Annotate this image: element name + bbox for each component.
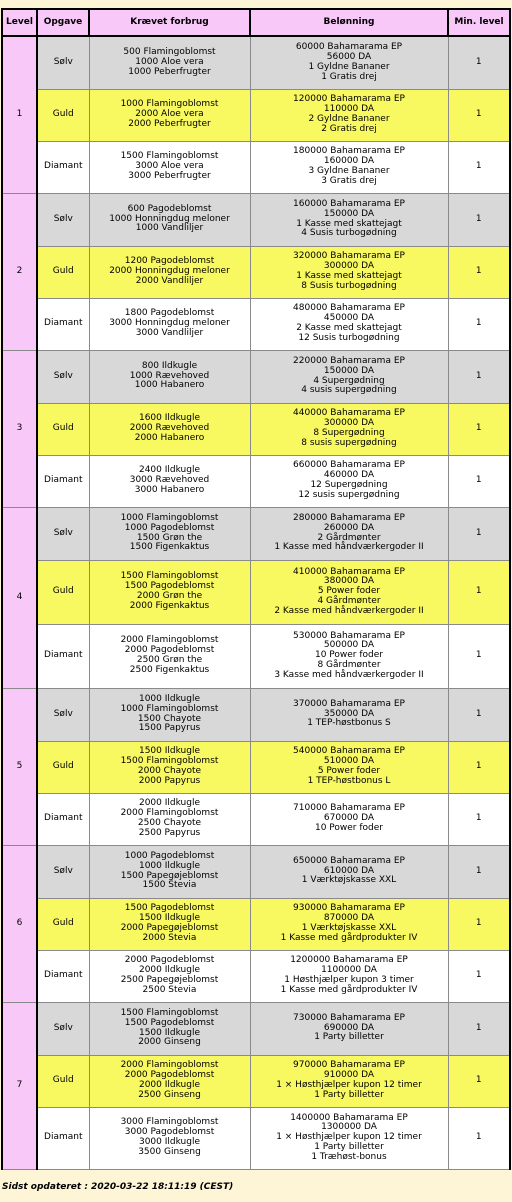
task-cell: Diamant — [37, 793, 89, 845]
required-item: 2000 Peberfrugter — [128, 118, 211, 129]
reward-item: 2 Gratis drej — [321, 123, 377, 134]
required-item: 1000 Habanero — [134, 380, 205, 391]
reward-item: 4 Susis turbogødning — [301, 228, 397, 239]
required-cell — [89, 246, 250, 298]
reward-item: 8 Susis turbogødning — [301, 280, 397, 291]
task-cell: Diamant — [37, 624, 89, 688]
required-cell — [89, 507, 250, 560]
reward-item: 530000 Bahamarama EP — [293, 630, 405, 641]
required-item: 1500 Flamingoblomst — [120, 1007, 219, 1018]
reward-item: 56000 DA — [326, 51, 372, 62]
reward-item: 160000 Bahamarama EP — [293, 198, 405, 209]
reward-item: 650000 Bahamarama EP — [293, 855, 405, 866]
required-item: 2000 Grøn the — [136, 591, 203, 601]
reward-cell — [250, 793, 448, 845]
reward-cell — [250, 1002, 448, 1055]
reward-item: 8 susis supergødning — [301, 437, 397, 448]
table-row — [2, 403, 510, 455]
table-row — [2, 455, 510, 507]
reward-item: 1200000 Bahamarama EP — [290, 955, 408, 966]
reward-item: 1 Træhøst-bonus — [311, 1151, 387, 1162]
required-cell — [89, 741, 250, 793]
header-required: Krævet forbrug — [89, 9, 250, 36]
level-cell: 6 — [2, 845, 37, 1002]
required-item: 3000 Vandliljer — [135, 327, 204, 338]
required-item: 1000 Flamingoblomst — [120, 99, 219, 110]
reward-item: 1 Gyldne Bananer — [308, 61, 390, 72]
min-level-cell: 1 — [448, 455, 510, 507]
required-cell — [89, 141, 250, 193]
required-item: 2500 Figenkaktus — [129, 664, 210, 675]
reward-item: 1400000 Bahamarama EP — [290, 1112, 408, 1123]
task-cell: Sølv — [37, 507, 89, 560]
reward-cell — [250, 403, 448, 455]
reward-item: 730000 Bahamarama EP — [293, 1012, 405, 1023]
reward-item: 300000 DA — [323, 261, 375, 272]
required-item: 3500 Ginseng — [138, 1146, 201, 1157]
reward-item: 1 TEP-høstbonus L — [307, 775, 391, 786]
min-level-cell: 1 — [448, 193, 510, 246]
required-cell — [89, 298, 250, 350]
required-cell — [89, 793, 250, 845]
required-cell — [89, 193, 250, 246]
required-item: 2000 Chayote — [137, 766, 202, 776]
required-item: 1500 Papyrus — [138, 723, 201, 734]
required-item: 1000 Pagodeblomst — [124, 850, 215, 861]
task-cell: Sølv — [37, 36, 89, 89]
reward-item: 370000 Bahamarama EP — [293, 698, 405, 709]
task-cell: Guld — [37, 898, 89, 950]
table-body — [2, 36, 510, 1169]
task-cell: Diamant — [37, 455, 89, 507]
min-level-cell: 1 — [448, 624, 510, 688]
reward-item: 1 Party billetter — [314, 1032, 384, 1043]
min-level-cell: 1 — [448, 403, 510, 455]
required-item: 1500 Ildkugle — [138, 746, 201, 757]
reward-item: 60000 Bahamarama EP — [295, 42, 403, 53]
reward-item: 2 Kasse med håndværkergoder II — [274, 605, 424, 616]
task-cell: Sølv — [37, 845, 89, 898]
reward-cell — [250, 688, 448, 741]
required-item: 2000 Pagodeblomst — [124, 645, 215, 656]
required-item: 1000 Flamingoblomst — [120, 703, 219, 714]
reward-cell — [250, 36, 448, 89]
required-item: 600 Pagodeblomst — [127, 203, 212, 214]
reward-item: 3 Gyldne Bananer — [308, 166, 390, 176]
reward-item: 8 Gårdmønter — [317, 659, 381, 670]
required-item: 1500 Grøn the — [136, 532, 203, 543]
required-cell — [89, 898, 250, 950]
required-item: 1500 Papegøjeblomst — [120, 870, 219, 881]
reward-item: 690000 DA — [323, 1022, 375, 1033]
reward-item: 220000 Bahamarama EP — [293, 355, 405, 366]
table-row — [2, 89, 510, 141]
reward-item: 12 susis supergødning — [298, 489, 400, 500]
task-cell: Diamant — [37, 1107, 89, 1169]
required-item: 500 Flamingoblomst — [123, 47, 216, 58]
reward-cell — [250, 898, 448, 950]
required-item: 1000 Ildkugle — [138, 860, 201, 871]
reward-cell — [250, 141, 448, 193]
required-item: 1000 Pagodeblomst — [124, 522, 215, 533]
required-item: 3000 Flamingoblomst — [120, 1117, 219, 1128]
required-item: 2500 Papegøjeblomst — [120, 975, 219, 985]
required-item: 2000 Rævehoved — [129, 423, 210, 434]
min-level-cell: 1 — [448, 507, 510, 560]
reward-item: 350000 DA — [323, 708, 375, 719]
min-level-cell: 1 — [448, 141, 510, 193]
reward-item: 150000 DA — [323, 365, 375, 376]
reward-item: 1 Kasse med gårdprodukter IV — [280, 984, 418, 995]
min-level-cell: 1 — [448, 89, 510, 141]
level-cell: 2 — [2, 193, 37, 350]
required-item: 2000 Pagodeblomst — [124, 1070, 215, 1081]
reward-item: 10 Power foder — [314, 650, 383, 661]
task-cell: Guld — [37, 1055, 89, 1107]
required-item: 2000 Ildkugle — [138, 965, 201, 976]
reward-item: 4 Supergødning — [313, 375, 385, 386]
table-row — [2, 246, 510, 298]
reward-item: 500000 DA — [323, 640, 375, 651]
task-cell: Guld — [37, 741, 89, 793]
reward-item: 10 Power foder — [314, 822, 383, 833]
min-level-cell: 1 — [448, 950, 510, 1002]
required-item: 1500 Pagodeblomst — [124, 1017, 215, 1028]
task-cell: Diamant — [37, 298, 89, 350]
required-item: 1500 Pagodeblomst — [124, 581, 215, 592]
required-item: 1800 Pagodeblomst — [124, 308, 215, 319]
reward-item: 110000 DA — [323, 104, 375, 115]
required-item: 1500 Flamingoblomst — [120, 571, 219, 582]
reward-cell — [250, 246, 448, 298]
reward-item: 320000 Bahamarama EP — [293, 251, 405, 262]
table-row — [2, 560, 510, 624]
required-item: 2500 Chayote — [137, 818, 202, 828]
reward-cell — [250, 350, 448, 403]
reward-item: 930000 Bahamarama EP — [293, 903, 405, 914]
required-item: 1200 Pagodeblomst — [124, 256, 215, 267]
reward-item: 260000 DA — [323, 522, 375, 533]
required-item: 1000 Flamingoblomst — [120, 512, 219, 523]
table-row — [2, 688, 510, 741]
min-level-cell: 1 — [448, 741, 510, 793]
table-row — [2, 1002, 510, 1055]
reward-item: 150000 DA — [323, 208, 375, 219]
reward-cell — [250, 507, 448, 560]
reward-item: 670000 DA — [323, 813, 375, 824]
reward-item: 510000 DA — [323, 756, 375, 767]
required-item: 3000 Peberfrugter — [128, 170, 211, 181]
required-cell — [89, 1055, 250, 1107]
task-cell: Guld — [37, 89, 89, 141]
required-item: 3000 Habanero — [134, 484, 205, 495]
reward-item: 2 Gyldne Bananer — [308, 114, 390, 124]
required-item: 1000 Rævehoved — [129, 370, 210, 381]
min-level-cell: 1 — [448, 793, 510, 845]
required-cell — [89, 350, 250, 403]
task-cell: Sølv — [37, 350, 89, 403]
required-item: 3000 Pagodeblomst — [124, 1127, 215, 1138]
task-cell: Diamant — [37, 950, 89, 1002]
required-item: 2000 Flamingoblomst — [120, 808, 219, 819]
reward-item: 610000 DA — [323, 865, 375, 876]
required-item: 2000 Pagodeblomst — [124, 955, 215, 966]
reward-item: 710000 Bahamarama EP — [293, 803, 405, 814]
reward-cell — [250, 950, 448, 1002]
min-level-cell: 1 — [448, 1002, 510, 1055]
min-level-cell: 1 — [448, 560, 510, 624]
required-item: 1000 Vandliljer — [135, 223, 204, 234]
task-cell: Guld — [37, 403, 89, 455]
reward-item: 3 Gratis drej — [321, 175, 377, 186]
table-row — [2, 507, 510, 560]
required-item: 2000 Aloe vera — [135, 109, 204, 120]
task-cell: Guld — [37, 560, 89, 624]
required-item: 1500 Pagodeblomst — [124, 903, 215, 914]
required-item: 1000 Peberfrugter — [128, 66, 211, 77]
required-item: 3000 Rævehoved — [129, 475, 210, 486]
required-cell — [89, 403, 250, 455]
table-row — [2, 741, 510, 793]
reward-item: 450000 DA — [323, 313, 375, 324]
reward-cell — [250, 845, 448, 898]
required-item: 3000 Ildkugle — [138, 1137, 201, 1147]
required-item: 1500 Flamingoblomst — [120, 151, 219, 162]
required-item: 2000 Papyrus — [138, 775, 201, 786]
reward-item: 540000 Bahamarama EP — [293, 746, 405, 757]
required-cell — [89, 845, 250, 898]
reward-item: 1100000 DA — [321, 965, 377, 976]
reward-item: 1300000 DA — [321, 1122, 377, 1133]
min-level-cell: 1 — [448, 845, 510, 898]
reward-item: 1 Kasse med skattejagt — [296, 271, 402, 281]
reward-item: 2 Kasse med skattejagt — [296, 323, 402, 333]
reward-item: 12 Supergødning — [310, 480, 388, 490]
reward-item: 2 Gårdmønter — [317, 532, 381, 543]
reward-cell — [250, 1107, 448, 1169]
table-row — [2, 1055, 510, 1107]
reward-cell — [250, 741, 448, 793]
last-updated-text: Sidst opdateret : 2020-03-22 18:11:19 (CEST) — [2, 1182, 234, 1192]
reward-item: 1 Kasse med skattejagt — [296, 218, 402, 229]
required-item: 2000 Stevia — [142, 932, 197, 943]
table-row — [2, 950, 510, 1002]
required-item: 2500 Grøn the — [136, 655, 203, 665]
required-item: 2000 Ildkugle — [138, 798, 201, 809]
required-item: 3000 Honningdug meloner — [109, 318, 230, 329]
required-item: 1000 Aloe vera — [135, 56, 204, 67]
reward-item: 1 × Høsthjælper kupon 12 timer — [276, 1132, 422, 1143]
reward-item: 480000 Bahamarama EP — [293, 303, 405, 314]
table-row — [2, 350, 510, 403]
reward-item: 5 Power foder — [317, 766, 381, 776]
reward-item: 870000 DA — [323, 913, 375, 924]
min-level-cell: 1 — [448, 298, 510, 350]
required-item: 2000 Ildkugle — [138, 1080, 201, 1090]
header-row — [2, 9, 510, 36]
table-row — [2, 898, 510, 950]
reward-item: 1 Værktøjskasse XXL — [301, 875, 397, 886]
required-item: 2000 Papegøjeblomst — [120, 923, 219, 933]
header-min-level: Min. level — [448, 9, 510, 36]
reward-item: 970000 Bahamarama EP — [293, 1060, 405, 1071]
table-row — [2, 193, 510, 246]
reward-item: 1 Høsthjælper kupon 3 timer — [284, 975, 414, 985]
reward-item: 660000 Bahamarama EP — [293, 460, 405, 471]
required-item: 1000 Honningdug meloner — [109, 213, 230, 224]
reward-item: 1 TEP-høstbonus S — [307, 718, 391, 729]
required-item: 2000 Flamingoblomst — [120, 635, 219, 646]
reward-cell — [250, 1055, 448, 1107]
level-cell: 4 — [2, 507, 37, 688]
min-level-cell: 1 — [448, 350, 510, 403]
min-level-cell: 1 — [448, 246, 510, 298]
reward-item: 380000 DA — [323, 576, 375, 587]
task-cell: Guld — [37, 246, 89, 298]
required-item: 1500 Figenkaktus — [129, 542, 210, 553]
required-item: 2400 Ildkugle — [138, 465, 201, 476]
reward-item: 1 × Høsthjælper kupon 12 timer — [276, 1080, 422, 1090]
table-row — [2, 624, 510, 688]
task-cell: Sølv — [37, 193, 89, 246]
required-cell — [89, 688, 250, 741]
required-item: 1600 Ildkugle — [138, 413, 201, 424]
table-row — [2, 141, 510, 193]
required-item: 1500 Flamingoblomst — [120, 756, 219, 767]
reward-item: 410000 Bahamarama EP — [293, 566, 405, 577]
level-cell: 3 — [2, 350, 37, 507]
required-item: 1500 Ildkugle — [138, 1027, 201, 1038]
header-reward: Belønning — [250, 9, 448, 36]
reward-item: 1 Party billetter — [314, 1089, 384, 1100]
reward-cell — [250, 560, 448, 624]
reward-item: 3 Kasse med håndværkergoder II — [274, 669, 424, 680]
required-cell — [89, 1107, 250, 1169]
reward-item: 4 susis supergødning — [301, 385, 397, 396]
required-item: 1000 Ildkugle — [138, 693, 201, 704]
required-item: 2000 Honningdug meloner — [109, 266, 230, 277]
required-item: 2500 Stevia — [142, 984, 197, 995]
rewards-table — [1, 8, 511, 1170]
required-cell — [89, 1002, 250, 1055]
min-level-cell: 1 — [448, 1107, 510, 1169]
reward-item: 160000 DA — [323, 156, 375, 167]
required-cell — [89, 624, 250, 688]
required-item: 1500 Ildkugle — [138, 913, 201, 924]
reward-item: 910000 DA — [323, 1070, 375, 1081]
required-item: 1500 Stevia — [142, 880, 197, 891]
required-cell — [89, 36, 250, 89]
required-item: 3000 Aloe vera — [135, 161, 204, 172]
reward-cell — [250, 193, 448, 246]
reward-item: 280000 Bahamarama EP — [293, 512, 405, 523]
level-cell: 5 — [2, 688, 37, 845]
required-item: 2000 Vandliljer — [135, 275, 204, 286]
reward-cell — [250, 89, 448, 141]
reward-item: 4 Gårdmønter — [317, 595, 381, 606]
required-item: 2500 Papyrus — [138, 827, 201, 838]
table-row — [2, 793, 510, 845]
reward-item: 1 Kasse med gårdprodukter IV — [280, 932, 418, 943]
required-item: 2000 Ginseng — [138, 1037, 201, 1048]
reward-item: 460000 DA — [323, 470, 375, 481]
task-cell: Sølv — [37, 1002, 89, 1055]
required-item: 2000 Habanero — [134, 432, 205, 443]
reward-item: 1 Kasse med håndværkergoder II — [274, 542, 424, 553]
table-row — [2, 36, 510, 89]
reward-item: 180000 Bahamarama EP — [293, 146, 405, 157]
min-level-cell: 1 — [448, 1055, 510, 1107]
reward-item: 440000 Bahamarama EP — [293, 408, 405, 419]
reward-cell — [250, 624, 448, 688]
level-cell: 1 — [2, 36, 37, 193]
required-item: 2500 Ginseng — [138, 1089, 201, 1100]
header-task: Opgave — [37, 9, 89, 36]
required-cell — [89, 455, 250, 507]
required-item: 1500 Chayote — [137, 713, 202, 724]
reward-item: 5 Power foder — [317, 586, 381, 597]
reward-item: 1 Værktøjskasse XXL — [301, 923, 397, 933]
required-item: 800 Ildkugle — [141, 360, 198, 371]
required-cell — [89, 89, 250, 141]
reward-cell — [250, 298, 448, 350]
min-level-cell: 1 — [448, 688, 510, 741]
required-cell — [89, 950, 250, 1002]
header-level: Level — [2, 9, 37, 36]
required-item: 2000 Figenkaktus — [129, 600, 210, 611]
table-row — [2, 298, 510, 350]
required-item: 2000 Flamingoblomst — [120, 1060, 219, 1071]
reward-item: 1 Party billetter — [314, 1141, 384, 1152]
level-cell: 7 — [2, 1002, 37, 1169]
reward-item: 1 Gratis drej — [321, 71, 377, 82]
min-level-cell: 1 — [448, 898, 510, 950]
reward-cell — [250, 455, 448, 507]
reward-item: 12 Susis turbogødning — [298, 332, 400, 343]
task-cell: Sølv — [37, 688, 89, 741]
reward-item: 300000 DA — [323, 418, 375, 429]
table-row — [2, 845, 510, 898]
reward-item: 8 Supergødning — [313, 428, 385, 438]
task-cell: Diamant — [37, 141, 89, 193]
table-row — [2, 1107, 510, 1169]
required-cell — [89, 560, 250, 624]
reward-item: 120000 Bahamarama EP — [293, 94, 405, 105]
min-level-cell: 1 — [448, 36, 510, 89]
